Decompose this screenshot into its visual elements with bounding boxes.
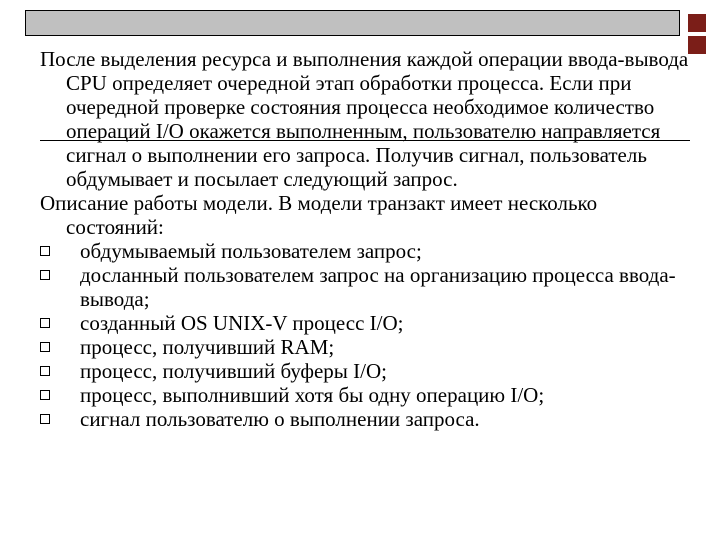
list-item [40, 239, 700, 263]
accent-square-top [688, 14, 706, 32]
list-item-text: созданный OS UNIX-V процесс I/O; [80, 311, 404, 335]
hollow-square-bullet-icon [40, 318, 50, 328]
hollow-square-bullet-icon [40, 390, 50, 400]
list-item [40, 263, 700, 311]
list-item-text: досланный пользователем запрос на организацию процесса ввода-вывода; [80, 263, 676, 311]
list-item-text: процесс, выполнивший хотя бы одну операцию I/O; [80, 383, 545, 407]
list-item-text: процесс, получивший буферы I/O; [80, 359, 387, 383]
list-item [40, 407, 700, 431]
list-item-text: сигнал пользователю о выполнении запроса. [80, 407, 480, 431]
hollow-square-bullet-icon [40, 342, 50, 352]
hollow-square-bullet-icon [40, 414, 50, 424]
list-item [40, 383, 700, 407]
list-item-text: процесс, получивший RAM; [80, 335, 335, 359]
hollow-square-bullet-icon [40, 366, 50, 376]
slide-content [40, 47, 700, 431]
title-bar [25, 10, 680, 36]
paragraph-model-description: Описание работы модели. В модели транзакт имеет несколько состояний: [40, 191, 598, 239]
list-item [40, 335, 700, 359]
paragraph-processing: После выделения ресурса и выполнения каждой операции ввода-вывода CPU определяет очередной этап обработки процесса. Если при очередной проверке состояния процесса необходимое количество операций I/O окажется выполненным, пользователю направляется сигнал о выполнении его запроса. Получив сигнал, пользователь обдумывает и посылает следующий запрос. [40, 47, 689, 191]
state-list [40, 239, 700, 431]
list-item-text: обдумываемый пользователем запрос; [80, 239, 422, 263]
list-item [40, 359, 700, 383]
hollow-square-bullet-icon [40, 246, 50, 256]
hollow-square-bullet-icon [40, 270, 50, 280]
list-item [40, 311, 700, 335]
